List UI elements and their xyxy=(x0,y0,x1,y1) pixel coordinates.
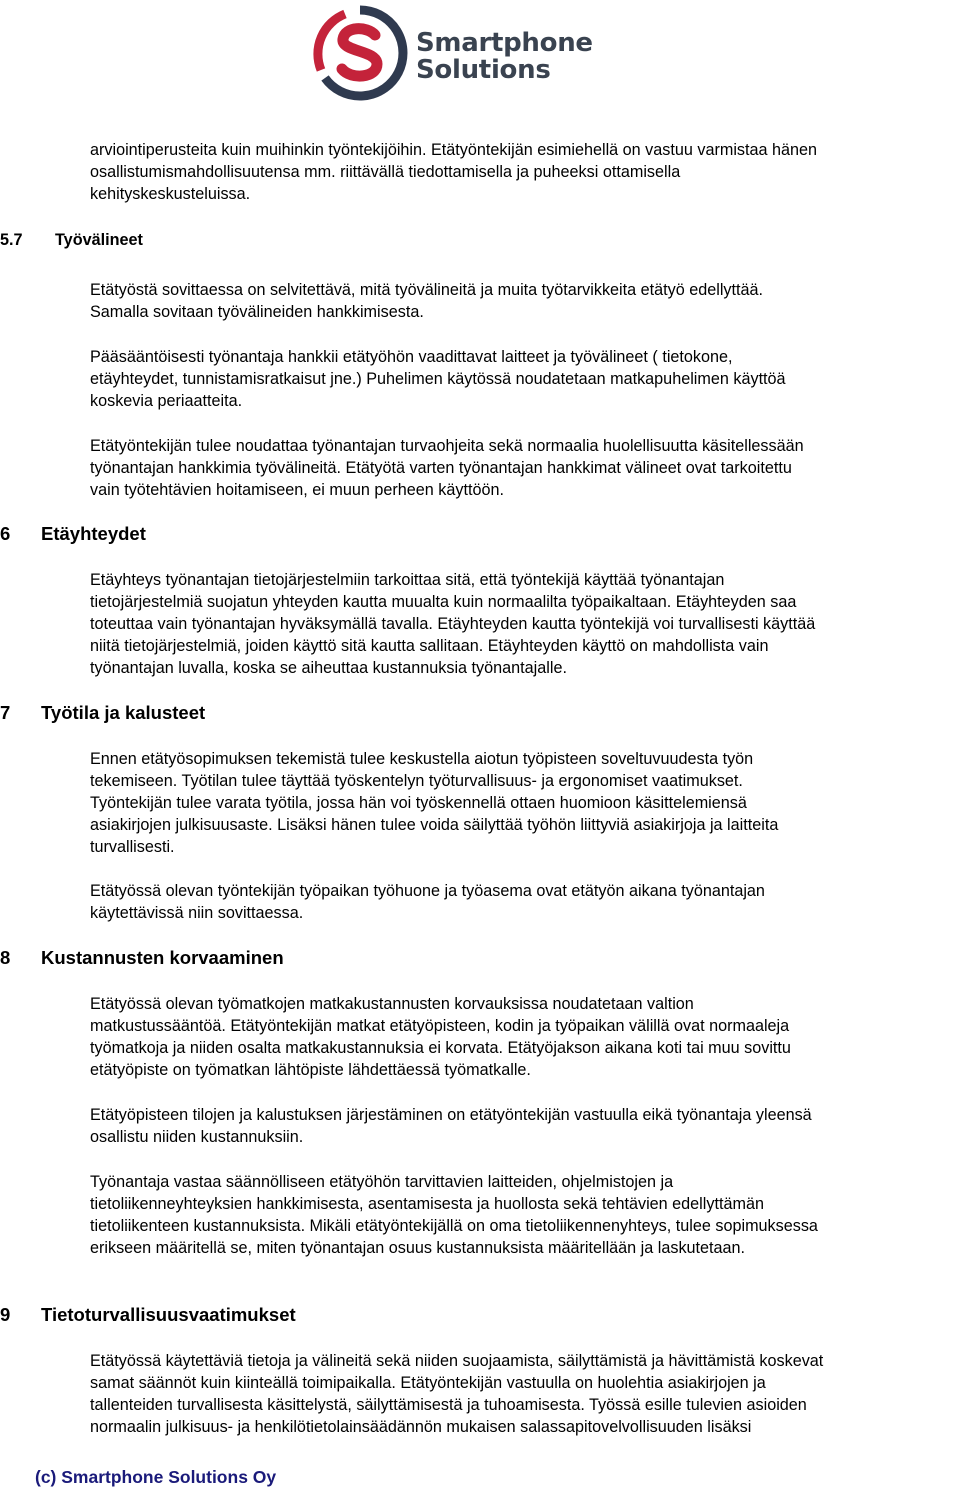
text-line: tietojärjestelmiä suojatun yhteyden kautta muualta kuin normaalilta työpaikaltaan. Etäyhteyden saa xyxy=(90,593,797,611)
text-line: koskevia periaatteita. xyxy=(90,392,243,410)
text-line: Etätyössä käytettäviä tietoja ja välineitä sekä niiden suojaamista, säilyttämistä ja hävittämistä koskevat xyxy=(90,1352,824,1370)
section-number: 9 xyxy=(0,1304,11,1325)
text-line: Työntekijän tulee varata työtila, jossa hän voi työskennellä ottaen huomioon käsittelemiensä xyxy=(90,794,747,812)
text-line: Pääsääntöisesti työnantaja hankkii etätyöhön vaadittavat laitteet ja työvälineet ( tietokone, xyxy=(90,348,733,366)
text-line: osallistumismahdollisuutensa mm. riittävällä tiedottamisella ja puheeksi ottamisella xyxy=(90,163,681,181)
text-line: Etätyössä olevan työntekijän työpaikan työhuone ja työasema ovat etätyön aikana työnantajan xyxy=(90,882,765,900)
text-line: niitä tietojärjestelmiä, joiden käyttö sitä kautta sallitaan. Etäyhteyden käyttö on mahdollista vain xyxy=(90,637,769,655)
text-line: tekemiseen. Työtilan tulee täyttää työskentelyn työturvallisuus- ja ergonomiset vaatimukset. xyxy=(90,772,743,790)
section-9-heading xyxy=(0,1304,296,1326)
text-line: normaalin julkisuus- ja henkilötietolainsäädännön mukaisen salassapitovelvollisuuden lisäksi xyxy=(90,1418,752,1436)
text-line: Etäyhteys työnantajan tietojärjestelmiin tarkoittaa sitä, että työntekijä käyttää työnantajan xyxy=(90,571,725,589)
text-line: asiakirjojen julkisuusaste. Lisäksi hänen tulee voida säilyttää työhön liittyviä asiakirjoja ja laitteita xyxy=(90,816,779,834)
text-line: samat säännöt kuin kiinteällä toimipaikalla. Etätyöntekijän vastuulla on huolehtia asiakirjojen ja xyxy=(90,1374,766,1392)
section-6-heading xyxy=(0,523,146,545)
text-line: arviointiperusteita kuin muihinkin työntekijöihin. Etätyöntekijän esimiehellä on vastuu varmistaa hänen xyxy=(90,141,818,159)
section-8-paragraph-3 xyxy=(90,1171,958,1259)
text-line: Etätyössä olevan työmatkojen matkakustannusten korvauksissa noudatetaan valtion xyxy=(90,995,694,1013)
section-7-paragraph-1 xyxy=(90,748,958,858)
text-line: toteuttaa vain työnantajan hyväksymällä tavalla. Etäyhteyden kautta työntekijä voi turvallisesti käyttää xyxy=(90,615,816,633)
section-8-paragraph-1 xyxy=(90,993,958,1081)
text-line: tietoliikenneyhteyksien hankkimisesta, asentamisesta ja huollosta sekä tehtävien edellyttämän xyxy=(90,1195,764,1213)
section-5-7-paragraph-1 xyxy=(90,279,958,323)
section-5-7-paragraph-2 xyxy=(90,346,958,412)
text-line: Samalla sovitaan työvälineiden hankkimisesta. xyxy=(90,303,424,321)
section-number: 7 xyxy=(0,702,11,723)
text-line: etäyhteydet, tunnistamisratkaisut jne.) Puhelimen käytössä noudatetaan matkapuhelimen käyttöä xyxy=(90,370,786,388)
text-line: työnantajan hankkimia työvälineitä. Etätyötä varten työnantajan hankkimat välineet ovat tarkoitettu xyxy=(90,459,792,477)
section-8-heading xyxy=(0,947,284,969)
text-line: tietoliikenteen kustannuksista. Mikäli etätyöntekijällä on oma tietoliikennenyhteys, tulee sopimuksessa xyxy=(90,1217,818,1235)
smartphone-solutions-s-icon xyxy=(305,2,415,102)
text-line: käytettävissä niin sovittaessa. xyxy=(90,904,304,922)
footer-copyright: (c) Smartphone Solutions Oy xyxy=(35,1467,277,1487)
text-line: Etätyöstä sovittaessa on selvitettävä, mitä työvälineitä ja muita työtarvikkeita etätyö edellyttää. xyxy=(90,281,764,299)
text-line: etätyöpiste on työmatkan lähtöpiste lähdettäessä työmatkalle. xyxy=(90,1061,531,1079)
section-7-heading xyxy=(0,702,205,724)
intro-paragraph xyxy=(90,139,958,205)
section-8-paragraph-2 xyxy=(90,1104,958,1148)
text-line: Etätyöntekijän tulee noudattaa työnantajan turvaohjeita sekä normaalia huolellisuutta käsitellessään xyxy=(90,437,804,455)
section-6-paragraph-1 xyxy=(90,569,958,679)
text-line: vain työtehtävien hoitamiseen, ei muun perheen käyttöön. xyxy=(90,481,504,499)
text-line: työmatkoja ja niiden osalta matkakustannuksia ei korvata. Etätyöjakson aikana koti tai muu sovittu xyxy=(90,1039,791,1057)
logo-line-1: Smartphone xyxy=(416,28,593,58)
section-5-7-heading xyxy=(0,231,143,250)
section-title: Tietoturvallisuusvaatimukset xyxy=(41,1304,296,1325)
section-title: Työtila ja kalusteet xyxy=(41,702,206,723)
text-line: Ennen etätyösopimuksen tekemistä tulee keskustella aiotun työpisteen soveltuvuudesta työn xyxy=(90,750,754,768)
logo-line-2: Solutions xyxy=(416,55,551,85)
section-title: Etäyhteydet xyxy=(41,523,146,544)
text-line: Etätyöpisteen tilojen ja kalustuksen järjestäminen on etätyöntekijän vastuulla eikä työnantaja yleensä xyxy=(90,1106,812,1124)
section-number: 5.7 xyxy=(0,231,23,249)
section-5-7-paragraph-3 xyxy=(90,435,958,501)
text-line: kehityskeskusteluissa. xyxy=(90,185,251,203)
text-line: työnantajan luvalla, koska se aiheuttaa kustannuksia työnantajalle. xyxy=(90,659,567,677)
section-number: 6 xyxy=(0,523,11,544)
text-line: matkustussääntöä. Etätyöntekijän matkat etätyöpisteen, kodin ja työpaikan välillä ovat normaaleja xyxy=(90,1017,790,1035)
section-title: Kustannusten korvaaminen xyxy=(41,947,284,968)
section-9-paragraph-1 xyxy=(90,1350,958,1438)
text-line: Työnantaja vastaa säännölliseen etätyöhön tarvittavien laitteiden, ohjelmistojen ja xyxy=(90,1173,674,1191)
section-number: 8 xyxy=(0,947,11,968)
text-line: erikseen määritellä se, miten työnantajan osuus kustannuksista määritellään ja laskutetaan. xyxy=(90,1239,746,1257)
text-line: osallistu niiden kustannuksiin. xyxy=(90,1128,304,1146)
section-7-paragraph-2 xyxy=(90,880,958,924)
section-title: Työvälineet xyxy=(55,231,143,249)
text-line: tallenteiden turvallisesta käsittelystä, säilyttämisestä ja tuhoamisesta. Työssä esille tulevien asioiden xyxy=(90,1396,807,1414)
text-line: turvallisesti. xyxy=(90,838,175,856)
